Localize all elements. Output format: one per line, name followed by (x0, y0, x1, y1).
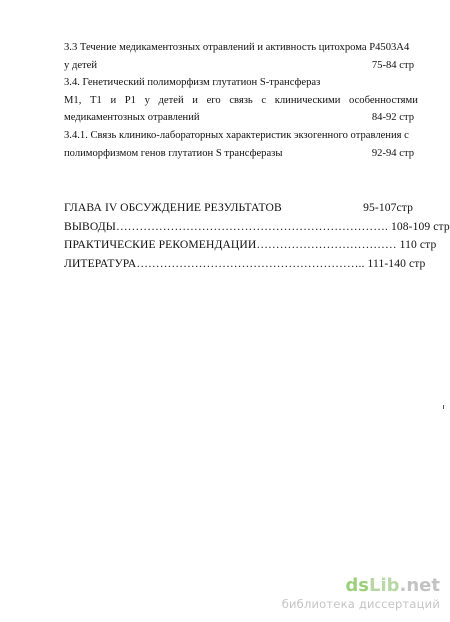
watermark-logo-ds: ds (345, 575, 369, 596)
toc-word: детей (158, 95, 184, 106)
toc-word: Т1 (90, 95, 102, 106)
toc-conclusions: ВЫВОДЫ……………………………………………………………. 108-109 стр (64, 220, 450, 233)
toc-word: и (192, 95, 198, 106)
toc-3-4-title-cont (64, 95, 418, 106)
watermark-logo-lib: Lib (369, 575, 400, 596)
toc-word: у (144, 95, 150, 106)
toc-word: М1, (64, 95, 82, 106)
toc-word: особенностями (349, 95, 418, 106)
toc-chapter-4-pages: 95-107стр (363, 201, 413, 214)
toc-word: с (261, 95, 267, 106)
toc-3-4-1-title: 3.4.1. Связь клинико-лабораторных характеристик экзогенного отравления с (64, 130, 409, 141)
margin-mark (443, 405, 444, 409)
watermark-logo (282, 576, 440, 596)
toc-3-4-1-title-cont: полиморфизмом генов глутатион S трансферазы (64, 148, 283, 159)
watermark-subtitle: библиотека диссертаций (281, 597, 440, 611)
toc-word: и (110, 95, 117, 106)
toc-3-4-title-end: медикаментозных отравлений (64, 112, 200, 123)
toc-3-4-1-pages: 92-94 стр (371, 148, 414, 159)
toc-word: Р1 (124, 95, 136, 106)
toc-word: связь (229, 95, 253, 106)
toc-word: его (206, 95, 221, 106)
toc-3-3-title: 3.3 Течение медикаментозных отравлений и активность цитохрома Р4503А4 (64, 42, 410, 53)
toc-chapter-4-title: ГЛАВА IV ОБСУЖДЕНИЕ РЕЗУЛЬТАТОВ (64, 201, 282, 214)
toc-3-4-pages: 84-92 стр (371, 112, 414, 123)
toc-3-3-title-cont: у детей (64, 60, 98, 71)
toc-3-3-pages: 75-84 стр (371, 60, 414, 71)
watermark-logo-net: .net (399, 575, 440, 596)
toc-recommendations: ПРАКТИЧЕСКИЕ РЕКОМЕНДАЦИИ……………………………… 110 стр (64, 238, 437, 251)
watermark (282, 576, 440, 611)
toc-word: клиническими (274, 95, 341, 106)
toc-3-4-title: 3.4. Генетический полиморфизм глутатион S-трансфераз (64, 77, 321, 88)
toc-references: ЛИТЕРАТУРА………………………………………………….. 111-140 стр (64, 257, 426, 270)
